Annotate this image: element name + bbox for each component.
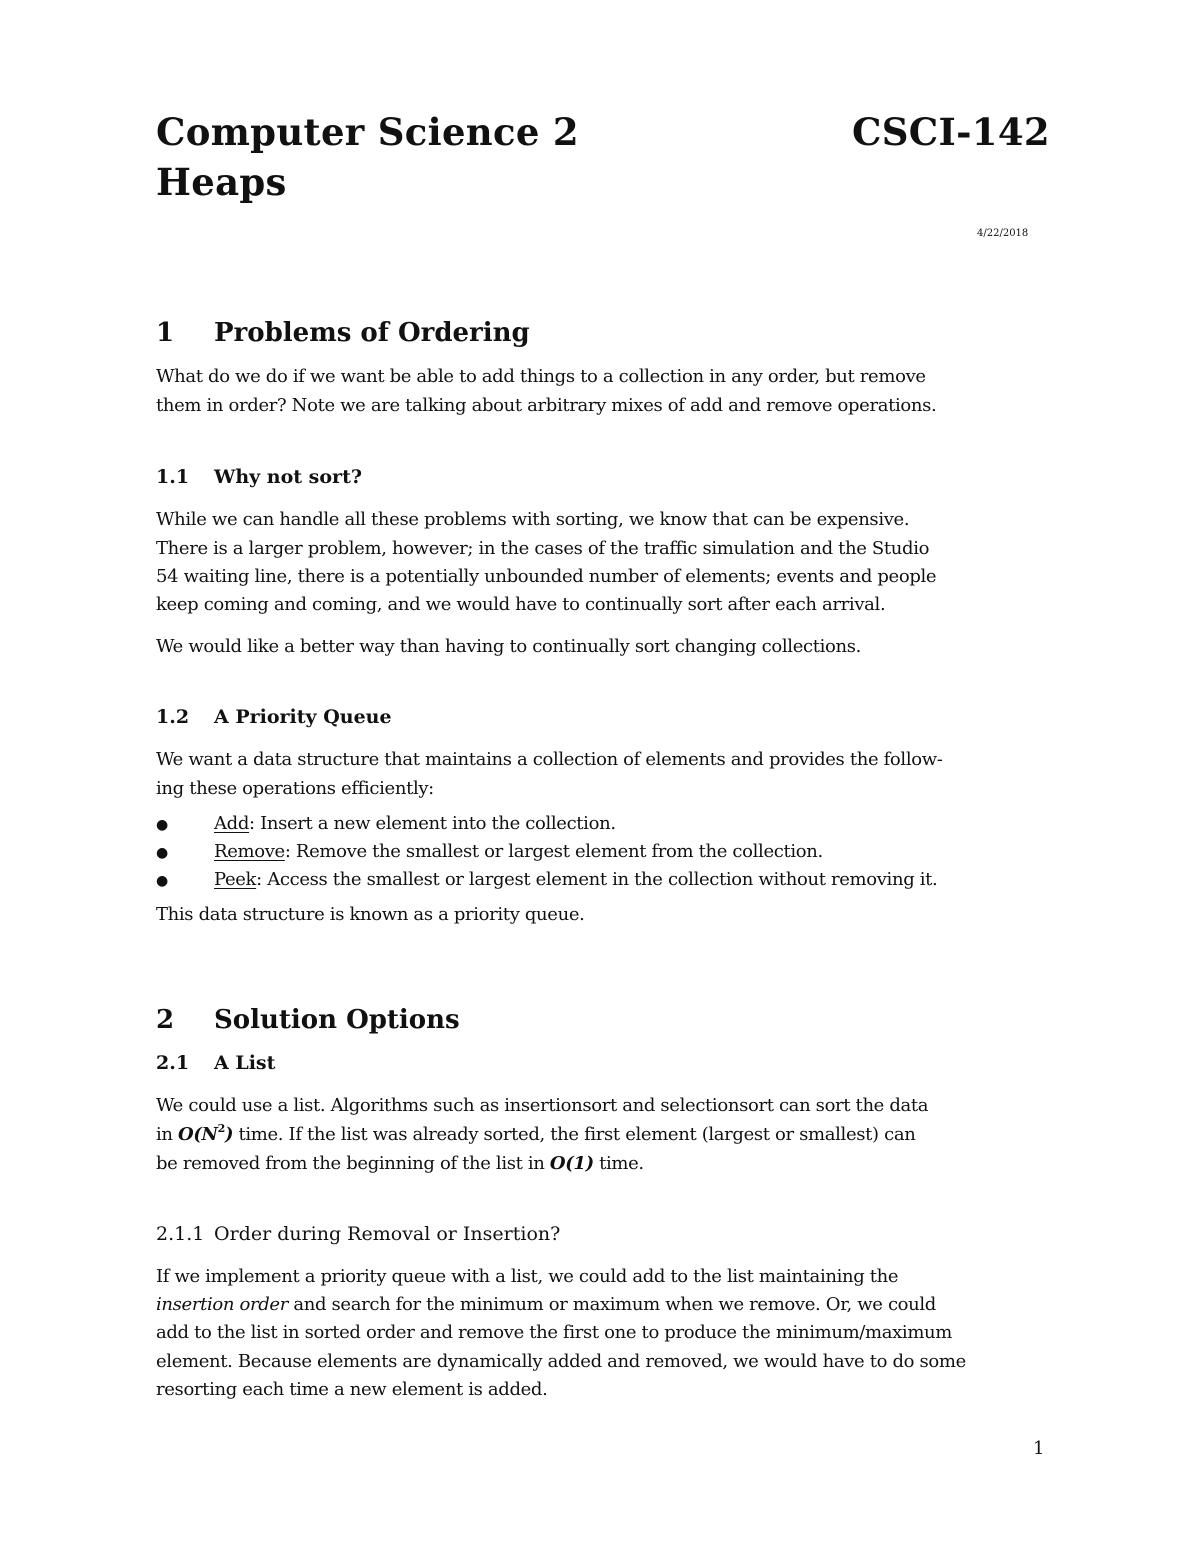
paragraph-line	[156, 1153, 644, 1174]
paragraph-line: 54 waiting line, there is a potentially unbounded number of elements; events and people	[156, 566, 937, 587]
paragraph-line: While we can handle all these problems with sorting, we know that can be expensive.	[156, 509, 910, 530]
section-1-heading	[156, 318, 530, 348]
list-item	[156, 869, 937, 890]
subsection-1-1-heading	[156, 466, 362, 488]
section-title: Solution Options	[214, 1005, 460, 1035]
subsection-number: 1.2	[156, 706, 190, 728]
math-big-o-n-squared	[178, 1124, 233, 1145]
math-base: O(N	[178, 1124, 218, 1145]
paragraph-line	[156, 1294, 936, 1315]
paragraph-line: add to the list in sorted order and remove the first one to produce the minimum/maximum	[156, 1322, 952, 1343]
paragraph-line: element. Because elements are dynamically added and removed, we would have to do some	[156, 1351, 966, 1372]
subsubsection-number: 2.1.1	[156, 1223, 205, 1245]
bullet-icon: ●	[156, 845, 168, 861]
text-run: be removed from the beginning of the list in	[156, 1153, 545, 1174]
document-date: 4/22/2018	[977, 228, 1029, 239]
subsection-number: 1.1	[156, 466, 190, 488]
bullet-icon: ●	[156, 873, 168, 889]
paragraph-line: them in order? Note we are talking about arbitrary mixes of add and remove operations.	[156, 395, 937, 416]
subsection-title: A List	[214, 1052, 276, 1074]
list-item-term: Peek	[214, 869, 257, 890]
list-item	[156, 813, 616, 834]
paragraph-line: We would like a better way than having to continually sort changing collections.	[156, 636, 862, 657]
paragraph-line: keep coming and coming, and we would have to continually sort after each arrival.	[156, 594, 886, 615]
page-number: 1	[1033, 1438, 1045, 1459]
paragraph-line: If we implement a priority queue with a list, we could add to the list maintaining the	[156, 1266, 899, 1287]
subsubsection-2-1-1-heading	[156, 1223, 560, 1245]
math-big-o-one: O(1)	[549, 1153, 594, 1174]
text-run: time. If the list was already sorted, the first element (largest or smallest) can	[238, 1124, 916, 1145]
course-name: Computer Science 2	[156, 110, 579, 154]
text-run: and search for the minimum or maximum when we remove. Or, we could	[293, 1294, 936, 1315]
text-run: in	[156, 1124, 173, 1145]
subsection-number: 2.1	[156, 1052, 190, 1074]
subsection-title: A Priority Queue	[214, 706, 392, 728]
subsection-2-1-heading	[156, 1052, 275, 1074]
emphasis-text: insertion order	[156, 1294, 288, 1315]
course-code: CSCI-142	[852, 110, 1050, 154]
list-item-text: : Remove the smallest or largest element from the collection.	[284, 841, 823, 862]
list-item	[156, 841, 823, 862]
list-item-text: : Insert a new element into the collection.	[249, 813, 616, 834]
math-exponent: 2	[217, 1122, 225, 1135]
section-number: 2	[156, 1005, 175, 1035]
paragraph-line	[156, 1124, 915, 1145]
paragraph-line: We want a data structure that maintains a collection of elements and provides the follow-	[156, 749, 943, 770]
list-item-term: Remove	[214, 841, 285, 862]
paragraph-line: What do we do if we want be able to add things to a collection in any order, but remove	[156, 366, 926, 387]
text-run: time.	[599, 1153, 644, 1174]
section-title: Problems of Ordering	[214, 318, 530, 348]
subsubsection-title: Order during Removal or Insertion?	[214, 1223, 561, 1245]
paragraph-line: There is a larger problem, however; in the cases of the traffic simulation and the Studio	[156, 538, 930, 559]
section-2-heading	[156, 1005, 460, 1035]
paragraph-line: ing these operations efficiently:	[156, 778, 434, 799]
list-item-term: Add	[214, 813, 249, 834]
list-item-text: : Access the smallest or largest element in the collection without removing it.	[256, 869, 938, 890]
paragraph-line: We could use a list. Algorithms such as insertionsort and selectionsort can sort the data	[156, 1095, 929, 1116]
subsection-1-2-heading	[156, 706, 392, 728]
bullet-icon: ●	[156, 817, 168, 833]
paragraph-line: This data structure is known as a priority queue.	[156, 904, 585, 925]
section-number: 1	[156, 318, 175, 348]
subsection-title: Why not sort?	[214, 466, 362, 488]
document-topic: Heaps	[156, 160, 287, 204]
math-close: )	[224, 1124, 234, 1145]
paragraph-line: resorting each time a new element is added.	[156, 1379, 548, 1400]
